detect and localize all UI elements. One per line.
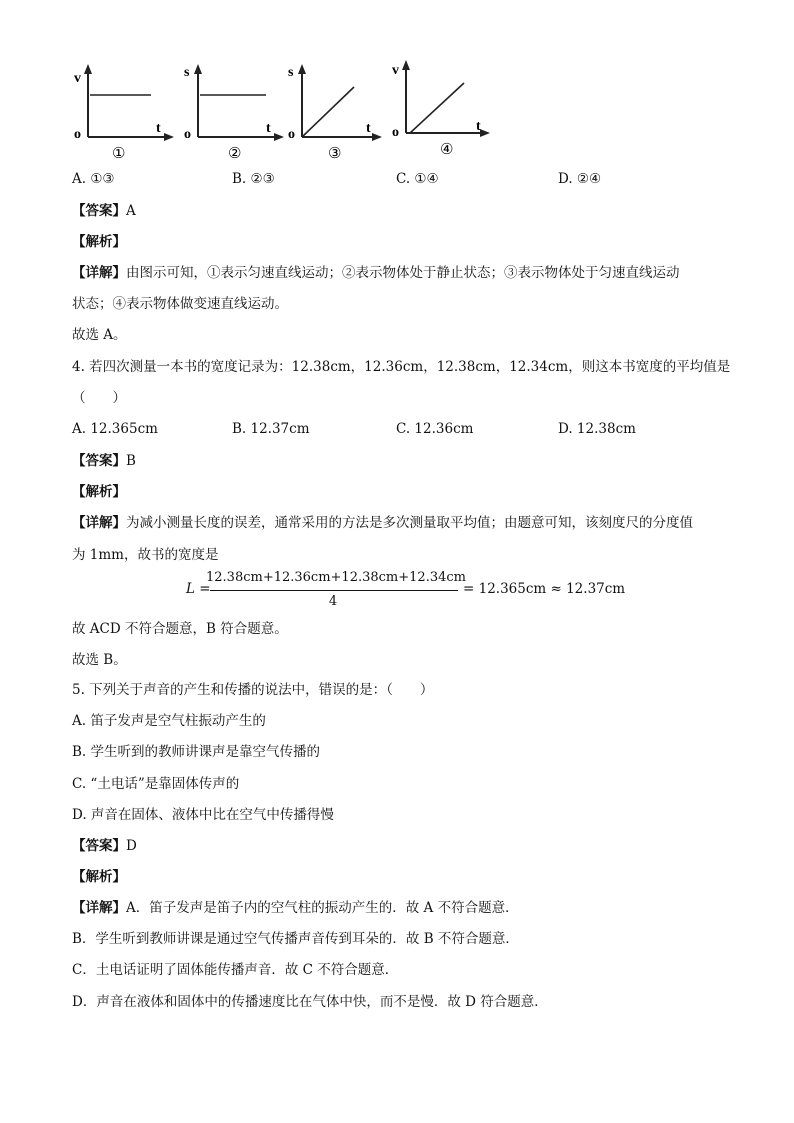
graph-4-origin: o [392, 125, 399, 140]
q4-formula-numerator: 12.38cm+12.36cm+12.38cm+12.34cm [206, 570, 466, 585]
q3-option-c[interactable]: C. ①④ [396, 171, 439, 187]
q4-option-d[interactable]: D. 12.38cm [558, 421, 636, 437]
q5-detail-c: C．土电话证明了固体能传播声音．故 C 不符合题意． [72, 962, 399, 978]
q3-option-d[interactable]: D. ②④ [558, 171, 602, 187]
graph-1-x-arrow [164, 133, 174, 141]
graph-4 [388, 58, 498, 158]
q4-option-a[interactable]: A. 12.365cm [72, 421, 158, 437]
q5-answer-label: 【答案】 [72, 838, 126, 854]
q3-analysis-label: 【解析】 [72, 234, 126, 250]
q4-formula-denominator: 4 [328, 594, 338, 609]
q4-stem-2: （ ） [72, 390, 126, 406]
q4-detail-2: 为 1mm，故书的宽度是 [72, 547, 219, 563]
graph-3-origin: o [288, 127, 295, 142]
q5-answer [72, 836, 137, 856]
q5-detail-text-a: A．笛子发声是笛子内的空气柱的振动产生的．故 A 不符合题意． [126, 900, 519, 916]
q3-answer-label: 【答案】 [72, 203, 126, 219]
q4-formula-lhs: L = [186, 581, 211, 597]
q4-answer-label: 【答案】 [72, 453, 126, 469]
graph-2-y-label: s [184, 65, 190, 80]
q4-conclusion: 故 ACD 不符合题意，B 符合题意。 [72, 621, 288, 637]
graph-3-x-arrow [372, 133, 382, 141]
graph-4-y-label: v [392, 63, 399, 78]
graph-3-y-label: s [288, 65, 294, 80]
q5-detail-d: D．声音在液体和固体中的传播速度比在气体中快，而不是慢．故 D 符合题意． [72, 994, 548, 1010]
q4-option-b[interactable]: B. 12.37cm [232, 421, 310, 437]
q5-answer-value: D [126, 838, 137, 854]
q3-option-a[interactable]: A. ①③ [72, 171, 115, 187]
graph-4-y-arrow [402, 60, 410, 70]
graph-2 [178, 62, 288, 162]
graph-1-origin: o [74, 127, 81, 142]
q4-answer-value: B [126, 453, 136, 469]
graph-3-x-label: t [366, 121, 371, 136]
graph-3-y-arrow [298, 64, 306, 74]
q4-formula-rhs: = 12.365cm ≈ 12.37cm [463, 581, 626, 597]
q3-detail-2: 状态；④表示物体做变速直线运动。 [72, 296, 288, 312]
graph-1-y-label: v [74, 71, 81, 86]
q4-analysis-label: 【解析】 [72, 484, 126, 500]
q4-choose: 故选 B。 [72, 652, 127, 668]
graph-1-y-arrow [84, 64, 92, 74]
graph-3-plot [302, 87, 354, 137]
q3-answer-value: A [126, 203, 136, 219]
q4-stem-1: 4. 若四次测量一本书的宽度记录为：12.38cm，12.36cm，12.38cm，12.34cm，则这本书宽度的平均值是 [72, 359, 731, 375]
q4-detail-1 [72, 513, 693, 533]
q4-option-c[interactable]: C. 12.36cm [396, 421, 474, 437]
q3-choose: 故选 A。 [72, 327, 127, 343]
q3-detail-1 [72, 263, 680, 283]
q5-detail-b: B．学生听到教师讲课是通过空气传播声音传到耳朵的．故 B 不符合题意． [72, 931, 519, 947]
q3-answer [72, 201, 136, 221]
graph-4-x-label: t [476, 119, 481, 134]
graph-4-plot [410, 83, 464, 133]
graph-3-number: ③ [328, 146, 342, 162]
graph-2-x-arrow [274, 133, 284, 141]
graph-2-number: ② [228, 146, 242, 162]
q4-formula-fraction-bar [210, 590, 458, 591]
q3-detail-text-1: 由图示可知，①表示匀速直线运动；②表示物体处于静止状态；③表示物体处于匀速直线运动 [126, 265, 680, 281]
graph-2-origin: o [184, 127, 191, 142]
graph-4-number: ④ [440, 142, 454, 158]
q5-option-b[interactable]: B. 学生听到的教师讲课声是靠空气传播的 [72, 744, 321, 760]
graph-1-number: ① [112, 146, 126, 162]
q5-detail-label: 【详解】 [72, 900, 126, 916]
graph-2-x-label: t [266, 121, 271, 136]
q4-detail-label: 【详解】 [72, 515, 126, 531]
q3-detail-label: 【详解】 [72, 265, 126, 281]
q4-detail-text-1: 为减小测量长度的误差，通常采用的方法是多次测量取平均值；由题意可知，该刻度尺的分度值 [126, 515, 693, 531]
q5-stem: 5. 下列关于声音的产生和传播的说法中，错误的是：（ ） [72, 682, 434, 698]
q5-analysis-label: 【解析】 [72, 869, 126, 885]
graph-1-x-label: t [156, 121, 161, 136]
q5-option-d[interactable]: D. 声音在固体、液体中比在空气中传播得慢 [72, 807, 334, 823]
graph-1 [68, 62, 178, 162]
graph-4-x-arrow [480, 129, 490, 137]
q5-option-c[interactable]: C. “土电话”是靠固体传声的 [72, 776, 240, 792]
graph-3 [284, 62, 394, 162]
graph-2-y-arrow [194, 64, 202, 74]
q4-answer [72, 451, 136, 471]
q5-option-a[interactable]: A. 笛子发声是空气柱振动产生的 [72, 713, 266, 729]
q3-option-b[interactable]: B. ②③ [232, 171, 275, 187]
q5-detail-a [72, 898, 519, 918]
